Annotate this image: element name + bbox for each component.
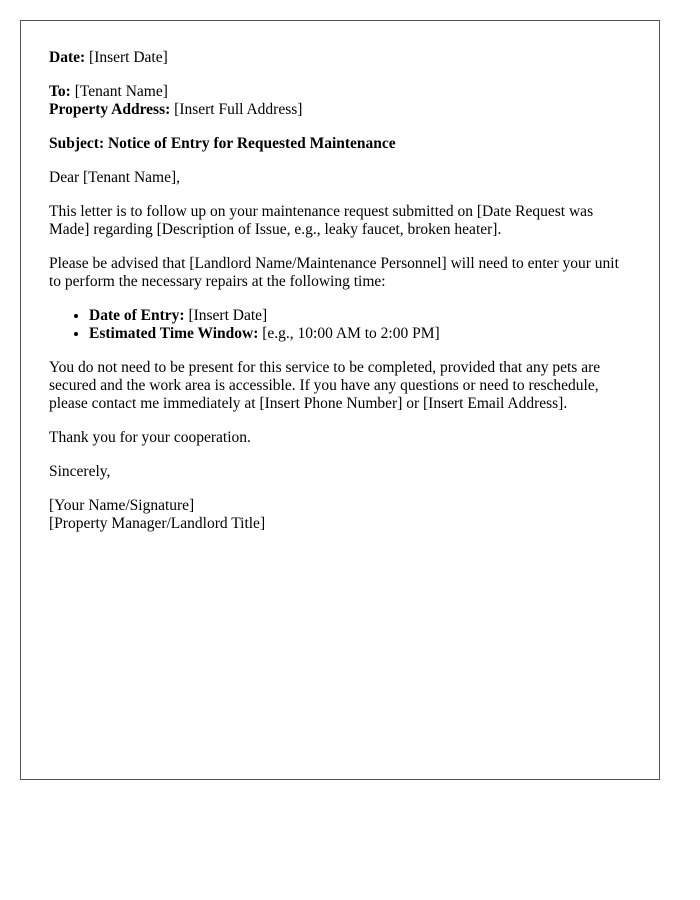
list-item [89, 325, 631, 343]
address-line [49, 101, 631, 119]
time-window-value: [e.g., 10:00 AM to 2:00 PM] [258, 325, 440, 342]
signature-block [49, 497, 631, 533]
entry-details-list [49, 307, 631, 343]
closing-line: Sincerely, [49, 463, 111, 480]
date-label: Date: [49, 49, 86, 66]
date-line [49, 49, 631, 67]
subject-line: Subject: Notice of Entry for Requested Maintenance [49, 135, 396, 152]
address-value: [Insert Full Address] [170, 101, 303, 118]
to-value: [Tenant Name] [70, 83, 168, 100]
signature-name: [Your Name/Signature] [49, 497, 195, 514]
salutation: Dear [Tenant Name], [49, 169, 181, 186]
address-label: Property Address: [49, 101, 171, 118]
list-item [89, 307, 631, 325]
time-window-label: Estimated Time Window: [89, 325, 259, 342]
recipient-block [49, 83, 631, 119]
to-label: To: [49, 83, 71, 100]
entry-date-value: [Insert Date] [184, 307, 268, 324]
to-line [49, 83, 631, 101]
letter-page [20, 20, 660, 780]
thanks-line: Thank you for your cooperation. [49, 429, 251, 446]
paragraph-entry: Please be advised that [Landlord Name/Maintenance Personnel] will need to enter your unit to perform the necessary repairs at the following time: [49, 255, 619, 290]
paragraph-request: This letter is to follow up on your maintenance request submitted on [Date Request was Made] regarding [Description of Issue, e.g., leaky faucet, broken heater]. [49, 203, 594, 238]
date-value: [Insert Date] [85, 49, 168, 66]
entry-date-label: Date of Entry: [89, 307, 185, 324]
signature-title: [Property Manager/Landlord Title] [49, 515, 266, 532]
paragraph-presence: You do not need to be present for this service to be completed, provided that any pets are secured and the work area is accessible. If you have any questions or need to reschedule, please contact me immediately at [Insert Phone Number] or [Insert Email Address]. [49, 359, 601, 412]
